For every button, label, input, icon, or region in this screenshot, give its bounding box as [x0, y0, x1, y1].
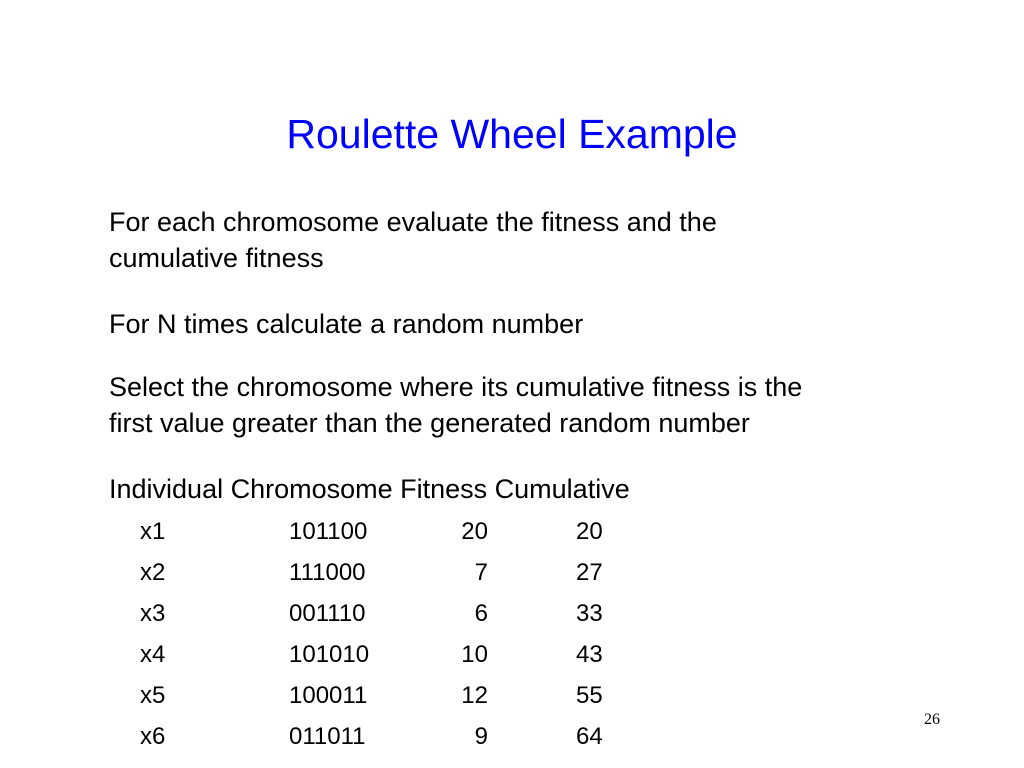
chromosome-cell: 011011	[289, 723, 366, 750]
table-row	[0, 514, 1024, 555]
individual-cell: x4	[140, 641, 166, 668]
cumulative-cell: 55	[576, 682, 603, 709]
individual-cell: x3	[140, 600, 166, 627]
individual-cell: x1	[140, 518, 166, 545]
page-number: 26	[924, 711, 940, 728]
individual-cell: x6	[140, 723, 166, 750]
table-row	[0, 637, 1024, 678]
table-row	[0, 555, 1024, 596]
table-header-line: Individual Chromosome Fitness Cumulative	[109, 474, 630, 504]
table-row	[0, 678, 1024, 719]
paragraph-line: first value greater than the generated random number	[109, 408, 750, 438]
fitness-cell: 12	[461, 682, 488, 709]
fitness-cell: 20	[461, 518, 488, 545]
chromosome-table	[0, 514, 1024, 760]
cumulative-cell: 27	[576, 559, 603, 586]
chromosome-cell: 111000	[289, 559, 366, 586]
chromosome-cell: 101100	[289, 518, 368, 545]
table-row	[0, 719, 1024, 760]
cumulative-cell: 20	[576, 518, 603, 545]
paragraph-line: Select the chromosome where its cumulative fitness is the	[109, 372, 803, 402]
table-row	[0, 596, 1024, 637]
table-header	[109, 471, 949, 507]
paragraph-line: cumulative fitness	[109, 243, 324, 273]
paragraph-line: For each chromosome evaluate the fitness and the	[109, 207, 717, 237]
slide-title: Roulette Wheel Example	[286, 111, 738, 157]
paragraph-random-number	[109, 306, 949, 342]
fitness-cell: 10	[461, 641, 488, 668]
chromosome-cell: 100011	[289, 682, 368, 709]
individual-cell: x5	[140, 682, 166, 709]
cumulative-cell: 43	[576, 641, 603, 668]
cumulative-cell: 64	[576, 723, 603, 750]
individual-cell: x2	[140, 559, 166, 586]
paragraph-fitness-evaluation	[109, 204, 949, 276]
paragraph-line: For N times calculate a random number	[109, 309, 584, 339]
fitness-cell: 7	[474, 559, 488, 586]
chromosome-cell: 001110	[289, 600, 366, 627]
fitness-cell: 6	[474, 600, 488, 627]
fitness-cell: 9	[474, 723, 488, 750]
cumulative-cell: 33	[576, 600, 603, 627]
chromosome-cell: 101010	[289, 641, 370, 668]
paragraph-selection-rule	[109, 369, 949, 441]
